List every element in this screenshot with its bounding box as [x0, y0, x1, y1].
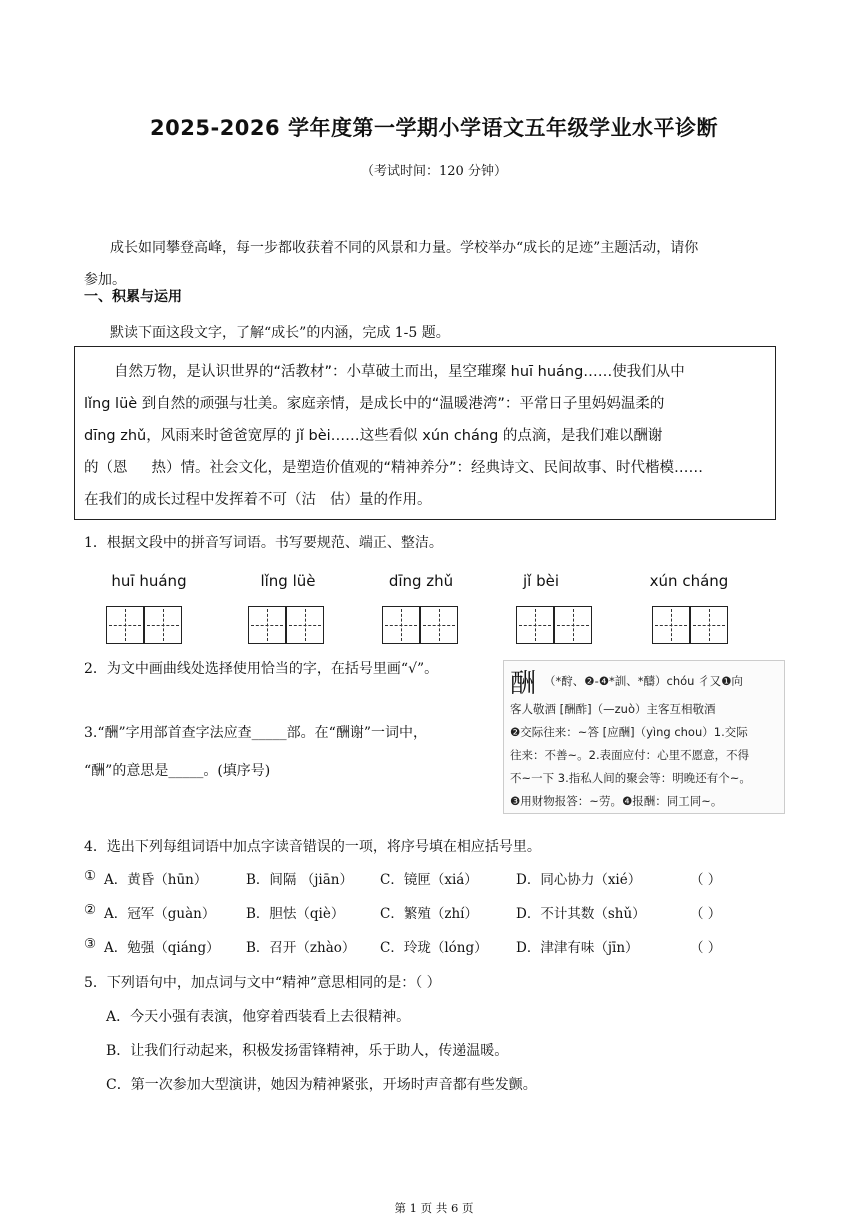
question-4: 4．选出下列每组词语中加点字读音错误的一项，将序号填在相应括号里。 [84, 839, 541, 855]
passage-line: lǐng lüè 到自然的顽强与壮美。家庭亲情，是成长中的“温暖港湾”：平常日子里妈妈温柔的 [84, 396, 665, 412]
question-2: 2．为文中画曲线处选择使用恰当的字，在括号里画“√”。 [84, 661, 439, 677]
writing-grid-cell[interactable] [144, 606, 182, 644]
passage-text [84, 356, 774, 516]
question-1: 1．根据文段中的拼音写词语。书写要规范、端正、整洁。 [84, 535, 443, 551]
answer-paren[interactable]: （ ） [690, 872, 722, 888]
row-number: ② [84, 902, 97, 918]
passage-fragment: 在我们的成长过程中发挥着不可（ [84, 492, 302, 508]
writing-grid-cell[interactable] [248, 606, 286, 644]
page-title: 2025-2026 学年度第一学期小学语文五年级学业水平诊断 [150, 116, 718, 140]
option-c: C．玲珑（lóng） [380, 940, 488, 956]
question-3-line-2: “酬”的意思是_____。(填序号) [84, 763, 271, 779]
writing-grid-cell[interactable] [106, 606, 144, 644]
section-lead: 默读下面这段文字，了解“成长”的内涵，完成 1-5 题。 [110, 325, 450, 341]
row-number: ① [84, 868, 97, 884]
passage-line [84, 484, 774, 516]
passage-fragment: 的（恩 [84, 460, 128, 476]
pinyin-5: xún cháng [649, 572, 729, 590]
question-5: 5．下列语句中，加点词与文中“精神”意思相同的是：（ ） [84, 975, 441, 991]
pinyin-3: dīng zhǔ [388, 572, 454, 590]
passage-fragment: 热）情。社会文化，是塑造价值观的“精神养分”：经典诗文、民间故事、时代楷模…… [151, 460, 704, 476]
dictionary-line: （*酧、❷-❹*訓、*醻）chóu 彳又❶向 [544, 674, 743, 688]
passage-fragment: 沽 [301, 492, 316, 508]
option-d: D．同心协力（xié） [516, 872, 642, 888]
dictionary-character: 酬 [510, 669, 537, 699]
writing-grid-cell[interactable] [286, 606, 324, 644]
passage-line: dīng zhǔ，风雨来时爸爸宽厚的 jǐ bèi……这些看似 xún cháng 的点滴，是我们难以酬谢 [84, 428, 663, 444]
writing-grid-cell[interactable] [382, 606, 420, 644]
passage-line [84, 452, 774, 484]
intro-line-2: 参加。 [84, 272, 126, 288]
writing-grid-cell[interactable] [516, 606, 554, 644]
dictionary-line: ❷交际往来：~答 [应酬]（yìng chou）1.交际 [510, 725, 748, 739]
option-b: B．召开（zhào） [246, 940, 356, 956]
row-number: ③ [84, 936, 97, 952]
page-number: 第 1 页 共 6 页 [394, 1201, 474, 1215]
passage-fragment: 估）量的作用。 [330, 492, 432, 508]
writing-grid-cell[interactable] [420, 606, 458, 644]
dictionary-line: 客人敬酒 [酬酢]（—zuò）主客互相敬酒 [510, 702, 716, 716]
answer-paren[interactable]: （ ） [690, 940, 722, 956]
dictionary-excerpt [503, 660, 785, 814]
option-a: A．勉强（qiáng） [104, 940, 220, 956]
option-b: B．间隔 （jiān） [246, 872, 353, 888]
option-d: D．津津有味（jīn） [516, 940, 639, 956]
writing-grid-cell[interactable] [554, 606, 592, 644]
pinyin-1: huī huáng [111, 572, 187, 590]
writing-grid-cell[interactable] [652, 606, 690, 644]
question-3-line-1: 3.“酬”字用部首查字法应查_____部。在“酬谢”一词中， [84, 725, 427, 741]
dictionary-line: ❸用财物报答：~劳。❹报酬：同工同~。 [510, 794, 723, 808]
q5-option-b: B．让我们行动起来，积极发扬雷锋精神，乐于助人，传递温暖。 [106, 1043, 509, 1059]
option-b: B．胆怯（qiè） [246, 906, 345, 922]
pinyin-2: lǐng lüè [260, 572, 316, 590]
dictionary-line: 不~一下 3.指私人间的聚会等：明晚还有个~。 [510, 771, 751, 785]
q5-option-a: A．今天小强有表演，他穿着西装看上去很精神。 [106, 1009, 411, 1025]
answer-paren[interactable]: （ ） [690, 906, 722, 922]
option-a: A．冠军（guàn） [104, 906, 216, 922]
option-c: C．繁殖（zhí） [380, 906, 478, 922]
dictionary-line: 往来：不善~。2.表面应付：心里不愿意，不得 [510, 748, 750, 762]
option-c: C．镜匣（xiá） [380, 872, 478, 888]
section-heading: 一、积累与运用 [84, 289, 182, 305]
q5-option-c: C．第一次参加大型演讲，她因为精神紧张，开场时声音都有些发颤。 [106, 1077, 537, 1093]
intro-line-1: 成长如同攀登高峰，每一步都收获着不同的风景和力量。学校举办“成长的足迹”主题活动，请你 [110, 240, 699, 256]
passage-line: 自然万物，是认识世界的“活教材”：小草破土而出，星空璀璨 huī huáng……使我们从中 [114, 364, 685, 380]
exam-duration: （考试时间：120 分钟） [361, 164, 507, 179]
pinyin-4: jǐ bèi [522, 572, 560, 590]
option-d: D．不计其数（shǔ） [516, 906, 646, 922]
writing-grid-cell[interactable] [690, 606, 728, 644]
option-a: A．黄昏（hūn） [104, 872, 208, 888]
